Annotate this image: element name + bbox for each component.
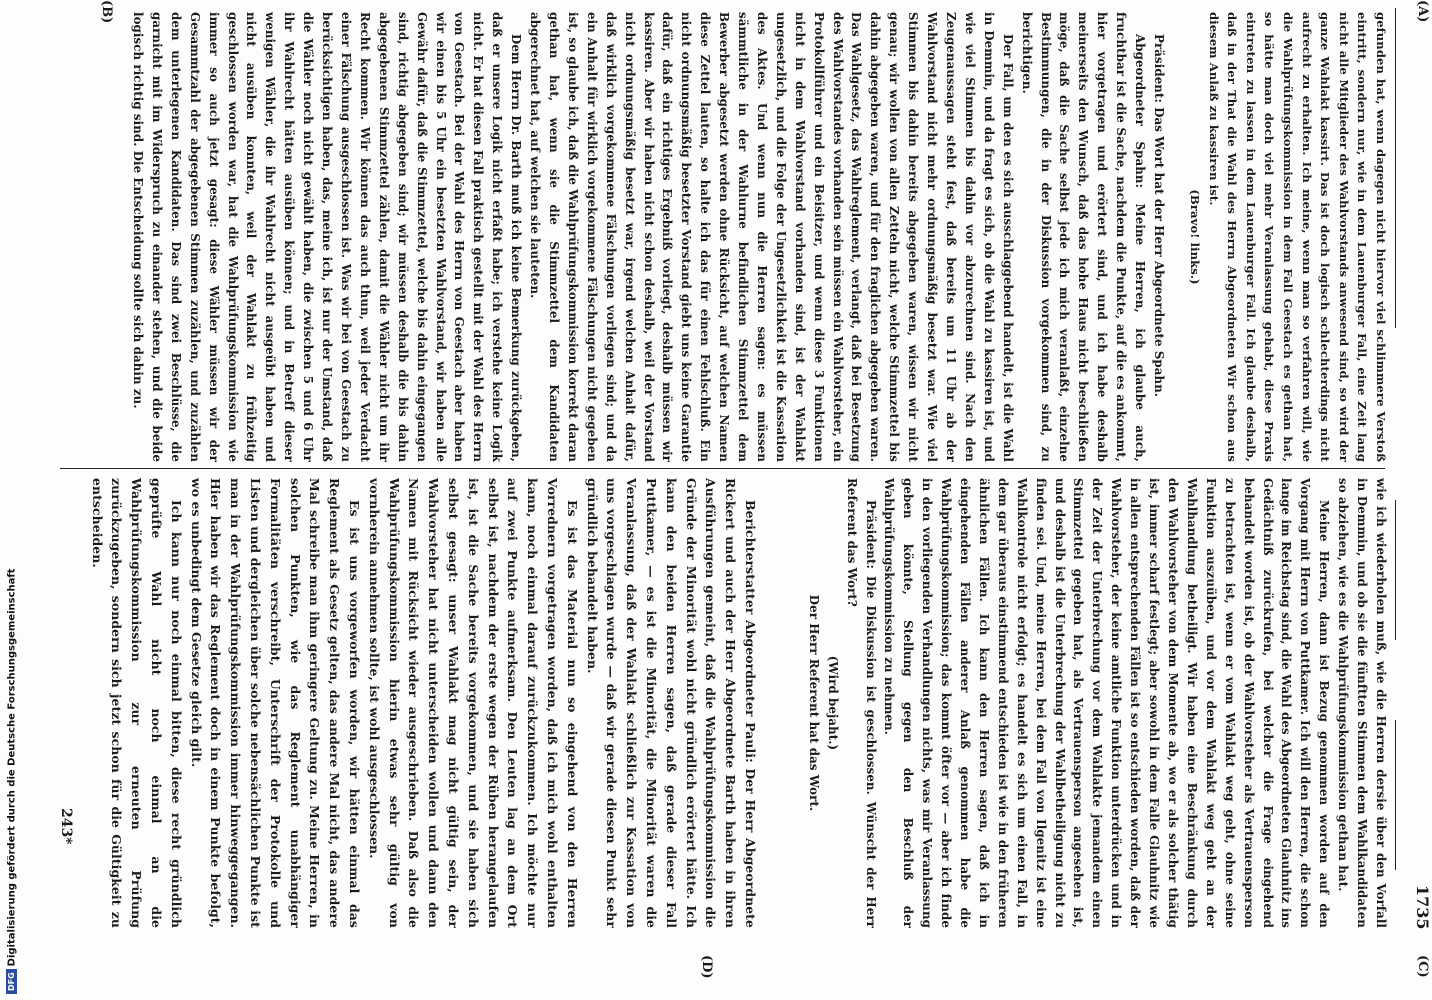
paragraph: wie ich wiederholen muß, wie die Herren dersie über den Vorfall in Demmin, und ob sie die fünftten Stimmen dem Wahlkandidaten so abziehen, wie es die Wahlprüfungskommission gethan hat. <box>1336 478 1388 928</box>
digitization-footer <box>6 568 18 994</box>
margin-marker-b-visible <box>99 0 114 23</box>
paragraph: Es ist uns vorgeworfen worden, wir hätten einmal das Reglement als Gesetz gelten, das andere Mal nicht, das andere Mal schreibe man ihm geringere Geltung zu. Meine Herren, in solchen Punkten, wie das Reglement unabhängiger Formalitäten verschreibt, Unterschrift der Protokolle und Listen und dergleichen über solche nebensächlichen Punkte ist man in der Wahlprüfungskommission immer hinweggegangen. Hier haben wir das Reglement doch in einem Punkte befolgt, wo es unbedingt dem Gesetze gleich gilt. <box>188 478 363 928</box>
text-column-lower-1 <box>804 478 1390 928</box>
text-column-upper-2 <box>128 12 1168 462</box>
paragraph: Berichterstatter Abgeordneter Pauli: Der Herr Abgeordnete Rickert und auch der Herr Abgeordnete Barth haben in ihren Ausführungen gemeint, daß die Wahlprüfungskommission die Gründe der Minorität wohl nicht gründlich erörtert hätte. Ich kann den beiden Herren sagen, daß gerade dieser Fall Puttkamer, — es ist die Minorität, die Minorität waren die Veranlassung, daß der Wahlakt schließlich zur Kassation von uns vorgeschlagen wurde — daß wir gerade diesen Punkt sehr gründlich behandelt haben. <box>584 478 758 928</box>
column-divider <box>60 468 1385 469</box>
president-remark: Präsident: Die Diskussion ist geschlossen. Wünscht der Herr Referent das Wort? <box>844 478 878 928</box>
referent-line: Der Herr Referent hat das Wort. <box>806 594 821 812</box>
dfg-logo-icon: DFG <box>6 969 17 994</box>
header-rule <box>1395 8 1396 328</box>
paragraph: Meine Herren, dann ist Bezug genommen worden auf den Vorgang mit Herrn von Puttkamer. Ich will den Herren, die schon lange im Reichstag sind, die Wahl des Abgeordneten Glauhnitz ins Gedächtniß zurückrufen, bei welcher die Frage eingehend behandelt worden ist, ob der Wahlvorsteher als Vertrauensperson zu betrachten ist, wenn er vom Wahlakt weg geht, ohne seine Funktion auszuüben, und vor dem Wahlakt weg geht an der Wahlhandlung betheiligt. Wir haben eine Beschränkung durch den Wahlvorsteher von dem Momente ab, wo er als solcher thätig ist, immer scharf festlegt; aber sowohl in dem Falle Glauhnitz wie in allen entsprechenden Fällen ist so entschieden worden, daß der Wahlvorsteher, der keine amtliche Funktion unterdrücken und in der Zeit der Unterbrechung vor dem Wahlakte jemandem einen Stimmzettel gegeben hat, als Vertrauensperson angesehen ist, und deshalb ist die Unterbrechung der Wahlbetheiligung nicht zu finden sei. Und, meine Herren, bei dem Fall von Ilgenitz ist eine Wahlkontrole nicht erfolgt; es handelt es sich um einen Fall, in dem gar überaus einstimmend entschieden ist wie in den früheren ähnlichen Fällen. Ich kann den Herren sagen, daß ich in eingehenden Fällen anderer Anlaß genommen habe die Wahlprüfungskommission; das kommt öfter vor — aber ich finde in den vorliegenden Verhandlungen nichts, was mir Veranlassung geben könnte, Stellung gegen den Beschluß der Wahlprüfungskommission zu nehmen. <box>882 478 1332 928</box>
interjection-bravo: (Bravo! links.) <box>1188 189 1203 285</box>
margin-marker-d: (D) <box>699 955 714 979</box>
header-rule-3 <box>1395 720 1396 870</box>
margin-b-text: (B) <box>99 0 114 24</box>
paragraph: Abgeordneter Spahn: Meine Herren, ich glaube auch, fruchtbar ist die Sache, nachdem die Punkte, auf die es ankommt, hier vorgetragen und erörtert sind, und ich habe deshalb meinerseits den Wunsch, daß das hohe Haus nicht beschließen möge, daß die Sache selbst jede ich mich veranlaßt, einzelne Bestimmungen, die in der Diskussion vorgekommen sind, zu berichtigen. <box>1019 12 1148 462</box>
interjection-nod: (Wird bejaht.) <box>825 655 840 751</box>
signature-mark: 243* <box>58 808 74 845</box>
text-column-lower-2 <box>87 478 760 928</box>
paragraph: gefunden hat, wenn dagegen nicht hiervor viel schlimmere Verstoß eintritt, sondern nur, wie in dem Lauenburger Fall, eine Zeit lang nicht alle Mitglieder des Wahlvorstands anwesend sind, so wird der ganze Wahlakt kassirt. Das ist doch logisch schlechterdings nicht aufrecht zu erhalten. Ich meine, wenn man so verfahren will, wie die Wahlprüfungskommission in dem Fall Geestach es gethan hat, so hätte man doch viel mehr Veranlassung gehabt, diese Praxis eintreten zu lassen in dem Lauenburger Fall. Ich glaube deshalb, daß in der That die Wahl des Herrn Abgeordneten Wir schon aus diesem Anlaß zu kassiren ist. <box>1206 12 1388 462</box>
footer-text: Digitalisierung gefördert durch die Deutsche Forschungsgemeinschaft <box>6 568 18 967</box>
text-column-upper-1 <box>1185 12 1390 462</box>
page-number: 1735 <box>1413 885 1432 930</box>
paragraph: Präsident: Das Wort hat der Herr Abgeordnete Spahn. <box>1152 34 1166 398</box>
header-rule-2 <box>1395 500 1396 640</box>
margin-marker-c: (C) <box>1415 955 1430 978</box>
paragraph: Dem Herrn Dr. Barth muß ich keine Bemerkung zurückgeben, daß er unsere Logik nicht erfaßt habe; ich verstehe keine Logik nicht. Er hat diesen Fall praktisch gestellt mit der Wahl des Herrn von Geestach. Bei der Wahl des Herrn von Geestach aber haben wir einen bis 5 Uhr ein besetzten Wahlvorstand, wir haben alle Gewähr dafür, daß die Stimmzettel, welche bis dahin eingegangen sind, richtig abgegeben sind; wir müssen deshalb die bis dahin abgegebenen Stimmzettel zählen, damit die Wähler nicht um ihr Recht kommen. Wir können das auch thun, weil jeder Verdacht einer Fälschung ausgeschlossen ist. Was wir bei von Geestach zu berücksichtigen haben, das, meine ich, ist nur der Umstand, daß die Wähler noch nicht gewählt haben, die zwischen 5 und 6 Uhr ihr Wahlrecht hätten ausüben können; und in Betreff dieser wenigen Wähler, die ihr Wahlrecht nicht ausgeübt haben und nicht ausüben konnten, weil der Wahlakt zu frühzeitig geschlossen worden war, hat die Wahlprüfungskommission wie immer so auch jetzt gesagt: diese Wähler müssen wir der Gesammtzahl der abgegebenen Stimmen zuzählen, und zuzählen dem unterlegenen Kandidaten. Das sind zwei Beschlüsse, die garnicht mit im Widerspruch zu einander stehen, und die beide logisch richtig sind. Die Entscheidung sollte sich dahin zu. <box>131 12 524 462</box>
paragraph: Ich kann nur noch einmal bitten, diese recht gründlich geprüfte Wahl nicht noch einmal an die Wahlprüfungskommission zur erneuten Prüfung zurückzugeben, sondern sich jetzt schon für die Gültigkeit zu entscheiden. <box>89 478 184 928</box>
paragraph: Es ist das Material nun so eingehend von den Herren Vorrednern vorgetragen worden, daß ich mich wohl enthalten kann, noch einmal darauf zurückzukommen. Ich möchte nur auf zwei Punkte aufmerksam. Den Leuten lag an dem Ort selbst ist, nachdem der erste wegen der Rüben herangelaufen ist, ist die Sache bereits vorgekommen, und sie haben sich selbst gesagt: unser Wahlakt mag nicht gültig sein, der Wahlvorsteher hat nicht unterscheiden wollen und dann den Namen mit Rücksicht wieder ausgeschrieben. Daß also die Wahlprüfungskommission hierin etwas sehr gültig von vornherein annehmen sollte, ist wohl ausgeschlossen. <box>366 478 580 928</box>
paragraph: Der Fall, um den es sich ausschlaggebend handelt, ist die Wahl in Demmin, und da fragt es sich, ob die Wahl zu kassiren ist, und wie viel Stimmen bis dahin vor abzurechnen sind. Nach den Zeugenaussagen steht fest, daß bereits um 11 Uhr ab der Wahlvorstand nicht mehr ordnungsmäßig besetzt war. Wie viel Stimmen bis dahin bereits abgegeben waren, wissen wir nicht genau; wir wollen von allen Zetteln nicht, welche Stimmzettel bis dahin abgegeben waren, und für den fraglichen abgegeben waren. Das Wahlgesetz, das Wahlreglement, verlangt, daß bei Besetzung des Wahlvorstandes vorhanden sein müssen ein Wahlvorsteher, ein Protokollführer und ein Beisitzer, und wenn diese 3 Funktionen nicht in dem Wahlvorstand vorhanden sind, ist der Wahlakt ungesetzlich, und die Folge der Ungesetzlichkeit ist die Kassation des Aktes. Und wenn nun die Herren sagen: es müssen sämmtliche in der Wahlurne befindlichen Stimmzettel dem Bewerber abgesetzt werden ohne Rücksicht, auf welchen Namen diese Zettel lauten, so halte ich das für einen Fehlschluß. Ein nicht ordnungsmäßig besetzter Vorstand giebt uns keine Garantie dafür, daß ein richtiges Ergebniß vorliegt, deshalb müssen wir kassiren. Aber wir haben nicht schon deshalb, weil der Vorstand nicht ordnungsmäßig besetzt war, irgend welchen Anhalt dafür, daß wirklich vorgekommene Fälschungen vorliegen sind; und da ein Anhalt für wirklich vorgekommene Fälschungen nicht gegeben ist, so glaube ich, daß die Wahlprüfungskommission korrekt daran gethan hat, wenn sie die Stimmzettel dem Kandidaten abgerechnet hat, auf welchen sie lauteten. <box>528 12 1015 462</box>
margin-marker-a: (A) <box>1415 0 1430 23</box>
